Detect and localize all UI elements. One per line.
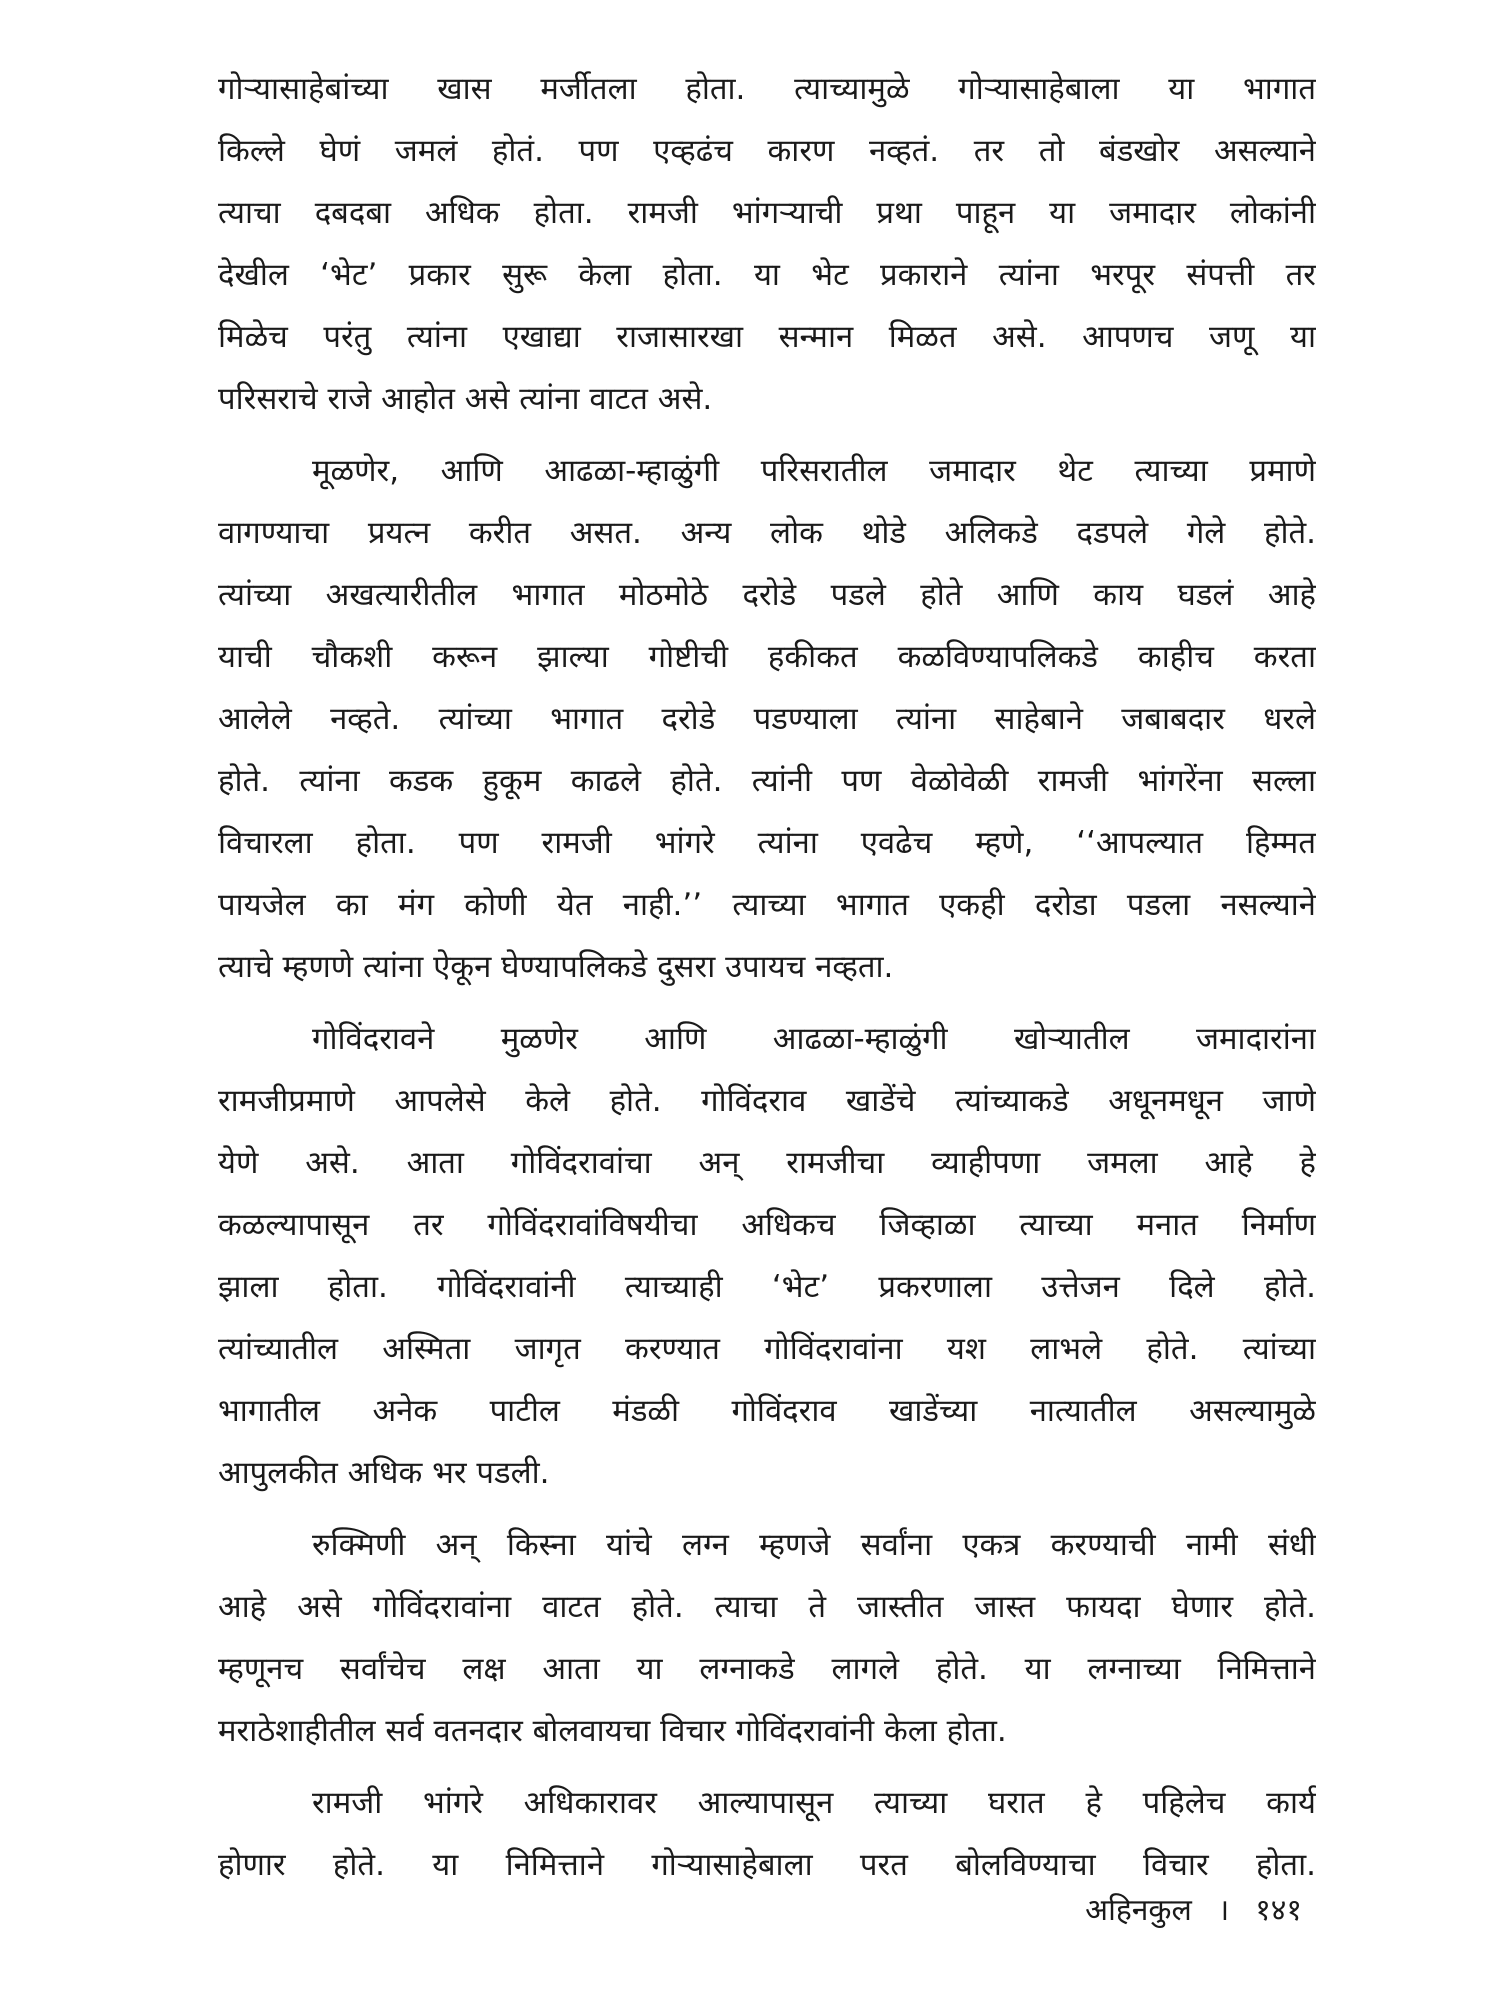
paragraph-3 [218, 1008, 1316, 1504]
text-line: आपुलकीत अधिक भर पडली. [218, 1455, 550, 1491]
text-line: कळल्यापासून तर गोविंदरावांविषयीचा अधिकच जिव्हाळा त्याच्या मनात निर्माण [218, 1207, 1316, 1243]
paragraph-4 [218, 1514, 1316, 1762]
text-line: आहे असे गोविंदरावांना वाटत होते. त्याचा ते जास्तीत जास्त फायदा घेणार होते. [218, 1589, 1316, 1625]
text-line: रुक्मिणी अन् किस्ना यांचे लग्न म्हणजे सर्वांना एकत्र करण्याची नामी संधी [312, 1527, 1316, 1563]
book-title: अहिनकुल [1085, 1893, 1192, 1928]
text-line: किल्ले घेणं जमलं होतं. पण एव्हढंच कारण नव्हतं. तर तो बंडखोर असल्याने [218, 133, 1316, 169]
text-line: रामजीप्रमाणे आपलेसे केले होते. गोविंदराव खाडेंचे त्यांच्याकडे अधूनमधून जाणे [218, 1083, 1316, 1119]
text-line: झाला होता. गोविंदरावांनी त्याच्याही ‘भेट’ प्रकरणाला उत्तेजन दिले होते. [218, 1269, 1316, 1305]
text-line: आलेले नव्हते. त्यांच्या भागात दरोडे पडण्याला त्यांना साहेबाने जबाबदार धरले [218, 701, 1316, 737]
text-line: विचारला होता. पण रामजी भांगरे त्यांना एवढेच म्हणे, ‘‘आपल्यात हिम्मत [218, 825, 1316, 861]
text-line: होणार होते. या निमित्ताने गोऱ्यासाहेबाला परत बोलविण्याचा विचार होता. [218, 1847, 1316, 1883]
text-line: मिळेच परंतु त्यांना एखाद्या राजासारखा सन्मान मिळत असे. आपणच जणू या [218, 319, 1316, 355]
text-line: गोऱ्यासाहेबांच्या खास मर्जीतला होता. त्याच्यामुळे गोऱ्यासाहेबाला या भागात [218, 71, 1316, 107]
text-line: परिसराचे राजे आहोत असे त्यांना वाटत असे. [218, 381, 713, 417]
text-line: त्यांच्यातील अस्मिता जागृत करण्यात गोविंदरावांना यश लाभले होते. त्यांच्या [218, 1331, 1316, 1367]
text-line: होते. त्यांना कडक हुकूम काढले होते. त्यांनी पण वेळोवेळी रामजी भांगरेंना सल्ला [218, 763, 1316, 799]
text-line: गोविंदरावने मुळणेर आणि आढळा-म्हाळुंगी खोऱ्यातील जमादारांना [312, 1021, 1316, 1057]
text-line: म्हणूनच सर्वांचेच लक्ष आता या लग्नाकडे लागले होते. या लग्नाच्या निमित्ताने [218, 1651, 1316, 1687]
page-footer [1085, 1888, 1302, 1929]
text-line: रामजी भांगरे अधिकारावर आल्यापासून त्याच्या घरात हे पहिलेच कार्य [312, 1785, 1316, 1821]
text-line: त्याचे म्हणणे त्यांना ऐकून घेण्यापलिकडे दुसरा उपायच नव्हता. [218, 949, 894, 985]
page-body-text [218, 58, 1316, 1906]
page-number: १४१ [1255, 1893, 1302, 1928]
paragraph-1 [218, 58, 1316, 430]
paragraph-2 [218, 440, 1316, 998]
text-line: याची चौकशी करून झाल्या गोष्टीची हकीकत कळविण्यापलिकडे काहीच करता [218, 639, 1316, 675]
footer-separator: । [1217, 1893, 1230, 1928]
paragraph-5 [218, 1772, 1316, 1896]
text-line: भागातील अनेक पाटील मंडळी गोविंदराव खाडेंच्या नात्यातील असल्यामुळे [218, 1393, 1316, 1429]
text-line: येणे असे. आता गोविंदरावांचा अन् रामजीचा व्याहीपणा जमला आहे हे [218, 1145, 1316, 1181]
text-line: वागण्याचा प्रयत्न करीत असत. अन्य लोक थोडे अलिकडे दडपले गेले होते. [218, 515, 1316, 551]
text-line: मूळणेर, आणि आढळा-म्हाळुंगी परिसरातील जमादार थेट त्याच्या प्रमाणे [312, 453, 1316, 489]
text-line: पायजेल का मंग कोणी येत नाही.’’ त्याच्या भागात एकही दरोडा पडला नसल्याने [218, 887, 1316, 923]
text-line: देखील ‘भेट’ प्रकार सुरू केला होता. या भेट प्रकाराने त्यांना भरपूर संपत्ती तर [218, 257, 1316, 293]
text-line: त्यांच्या अखत्यारीतील भागात मोठमोठे दरोडे पडले होते आणि काय घडलं आहे [218, 577, 1316, 613]
text-line: त्याचा दबदबा अधिक होता. रामजी भांगऱ्याची प्रथा पाहून या जमादार लोकांनी [218, 195, 1316, 231]
text-line: मराठेशाहीतील सर्व वतनदार बोलवायचा विचार गोविंदरावांनी केला होता. [218, 1713, 1007, 1749]
